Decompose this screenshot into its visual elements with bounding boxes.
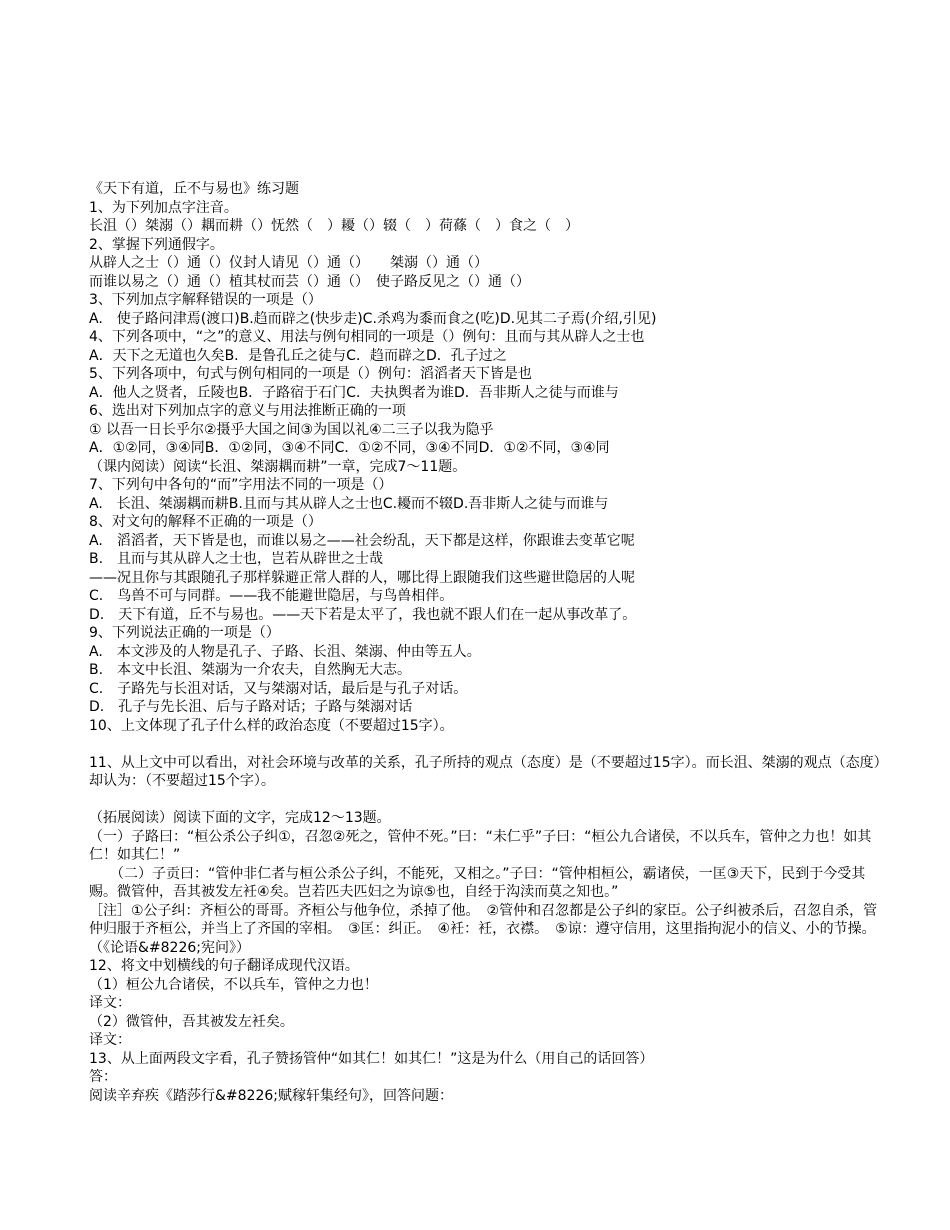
q8-option-d: D. 天下有道，丘不与易也。——天下若是太平了，我也就不跟人们在一起从事改革了。	[89, 606, 637, 623]
q8-option-b-explanation: ——况且你与其跟随孔子那样躲避正常人群的人，哪比得上跟随我们这些避世隐居的人呢	[89, 569, 635, 586]
poem-reading-intro: 阅读辛弃疾《踏莎行&#8226;赋稼轩集经句》，回答问题：	[89, 1087, 453, 1104]
q7-options: A. 长沮、桀溺耦而耕B.且而与其从辟人之士也C.耰而不辍D.吾非斯人之徒与而谁与	[89, 495, 609, 512]
q3-options: A. 使子路问津焉(渡口)B.趋而辟之(快步走)C.杀鸡为黍而食之(吃)D.见其二子焉(介绍,引见)	[89, 310, 657, 327]
translation-label-2: 译文：	[89, 1032, 131, 1048]
extended-reading-intro: （拓展阅读）阅读下面的文字，完成12～13题。	[89, 810, 391, 826]
translation-label-1: 译文：	[89, 995, 131, 1011]
blank-line	[89, 735, 881, 754]
q7-heading: 7、下列句中各句的“而”字用法不同的一项是（）	[89, 477, 393, 493]
passage-two: （二）子贡曰：“管仲非仁者与桓公杀公子纠，不能死，又相之。”子曰：“管仲相桓公，霸诸侯，一匡③天下，民到于今受其赐。微管仲，吾其被发左衽④矣。岂若匹夫匹妇之为谅⑤也，自经于沟渎而莫之知也。”	[89, 865, 866, 900]
q2-heading: 2、掌握下列通假字。	[89, 236, 224, 253]
q9-heading: 9、下列说法正确的一项是（）	[89, 625, 280, 641]
document-page	[89, 180, 881, 1105]
q3-heading: 3、下列加点字解释错误的一项是（）	[89, 292, 322, 308]
q8-option-b: B. 且而与其从辟人之士也，岂若从辟世之士哉	[89, 551, 384, 567]
q11-question: 11、从上文中可以看出，对社会环境与改革的关系，孔子所持的观点（态度）是（不要超过15字）。而长沮、桀溺的观点（态度）却认为：（不要超过15个字）。	[89, 754, 881, 789]
reading-intro: （课内阅读）阅读“长沮、桀溺耦而耕”一章，完成7～11题。	[89, 458, 467, 475]
q9-option-b: B. 本文中长沮、桀溺为一介农夫，自然胸无大志。	[89, 662, 412, 678]
q2-items-row1: 从辟人之士（）通（）仪封人请见（）通（） 桀溺（）通（）	[89, 255, 488, 271]
q6-heading: 6、选出对下列加点字的意义与用法推断正确的一项	[89, 403, 406, 419]
q4-options: A．天下之无道也久矣B．是鲁孔丘之徒与C．趋而辟之D．孔子过之	[89, 347, 507, 364]
q9-option-a: A. 本文涉及的人物是孔子、子路、长沮、桀溺、仲由等五人。	[89, 643, 481, 660]
q1-heading: 1、为下列加点字注音。	[89, 199, 238, 216]
q5-heading: 5、下列各项中，句式与例句相同的一项是（）例句：滔滔者天下皆是也	[89, 366, 532, 382]
q8-option-c: C. 鸟兽不可与同群。——我不能避世隐居，与鸟兽相伴。	[89, 588, 454, 604]
q13-question: 13、从上面两段文字看，孔子赞扬管仲“如其仁！如其仁！”这是为什么（用自己的话回答）	[89, 1050, 654, 1067]
q8-option-a: A. 滔滔者，天下皆是也，而谁以易之——社会纷乱，天下都是这样，你跟谁去变革它呢	[89, 532, 635, 549]
q4-heading: 4、下列各项中，“之”的意义、用法与例句相同的一项是（）例句：且而与其从辟人之士也	[89, 329, 645, 345]
q1-items: 长沮（）桀溺（）耦而耕（）怃然（ ）耰（）辍（ ）荷蓧（ ）食之（ ）	[89, 218, 579, 234]
passage-one: （一）子路曰：“桓公杀公子纠①，召忽②死之，管仲不死。”曰：“未仁乎”子曰：“桓公九合诸侯，不以兵车，管仲之力也！如其仁！如其仁！”	[89, 828, 872, 863]
q6-options: A．①②同，③④同B．①②同，③④不同C．①②不同，③④不同D．①②不同，③④同	[89, 440, 610, 456]
q9-option-c: C. 子路先与长沮对话，又与桀溺对话，最后是与孔子对话。	[89, 680, 468, 697]
answer-label: 答：	[89, 1069, 117, 1085]
q12-heading: 12、将文中划横线的句子翻译成现代汉语。	[89, 958, 359, 974]
document-title: 《天下有道，丘不与易也》练习题	[89, 181, 299, 197]
q12-sentence-1: （1）桓公九合诸侯，不以兵车，管仲之力也！	[89, 976, 378, 993]
q5-options: A．他人之贤者，丘陵也B．子路宿于石门C．夫执舆者为谁D．吾非斯人之徒与而谁与	[89, 384, 619, 401]
annotation-note: ［注］①公子纠：齐桓公的哥哥。齐桓公与他争位，杀掉了他。 ②管仲和召忽都是公子纠的家臣。公子纠被杀后，召忽自杀，管仲归服于齐桓公，并当上了齐国的宰相。 ③匡：纠正。 ④衽：衽，衣襟。 ⑤谅：遵守信用，这里指拘泥小的信义、小的节操。（《论语&#8226;宪问》）	[89, 902, 878, 956]
blank-line	[89, 791, 881, 810]
q2-items-row2: 而谁以易之（）通（）植其杖而芸（）通（） 使子路反见之（）通（）	[89, 273, 530, 290]
q6-sentences: ① 以吾一日长乎尔②摄乎大国之间③为国以礼④二三子以我为隐乎	[89, 421, 494, 438]
q9-option-d: D. 孔子与先长沮、后与子路对话；子路与桀溺对话	[89, 699, 413, 715]
q8-heading: 8、对文句的解释不正确的一项是（）	[89, 514, 322, 530]
q12-sentence-2: （2）微管仲，吾其被发左衽矣。	[89, 1013, 294, 1030]
q10-question: 10、上文体现了孔子什么样的政治态度（不要超过15字）。	[89, 717, 454, 734]
